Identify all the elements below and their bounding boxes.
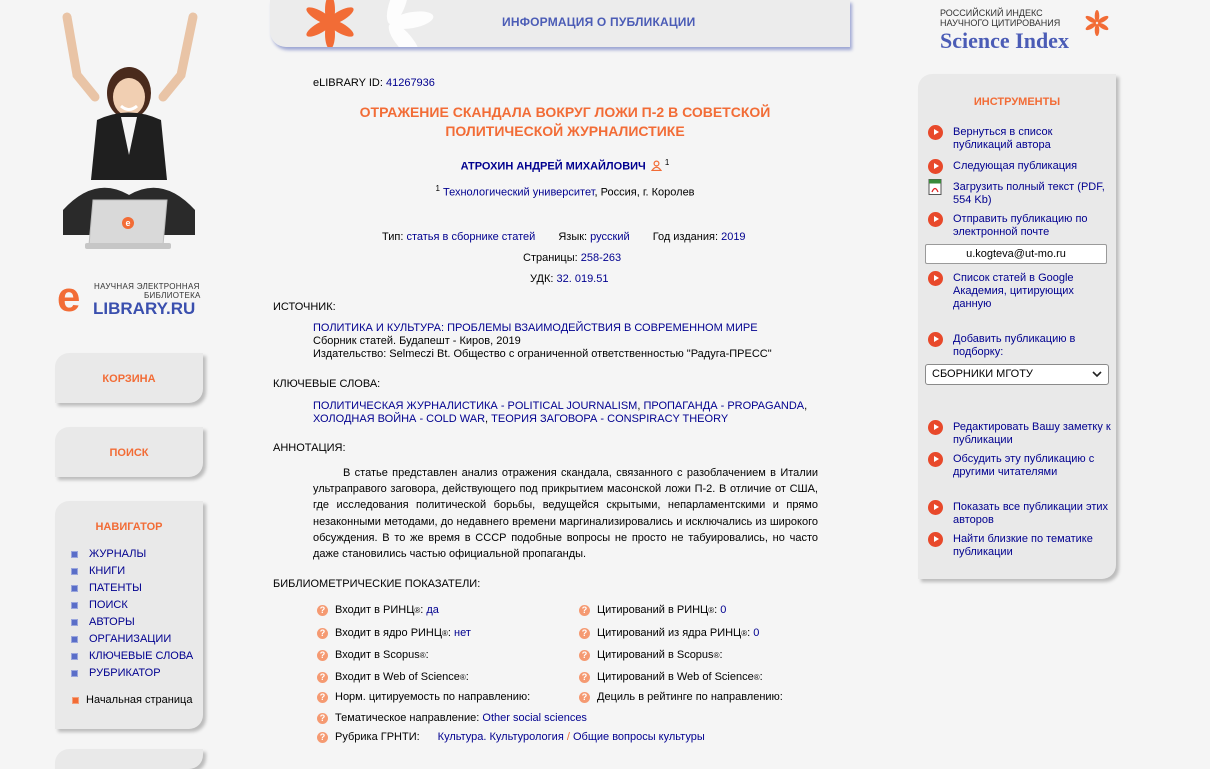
search-label: ПОИСК xyxy=(109,447,149,459)
reg-mark: ® xyxy=(442,628,448,638)
biblio-value[interactable]: 0 xyxy=(753,627,760,639)
tool-discuss[interactable] xyxy=(928,453,1103,479)
reg-mark: ® xyxy=(741,628,748,638)
annotation-text: В статье представлен анализ отражения скандала, связанного с разоблачением в Италии ультраправого заговора, действующего под прикрытием масонской ложи П-2. В отличие от США, где исследования политической борьбы, ведущейся скрытыми, непарламентскими и прямо незаконными методами, до недавнего времени маргинализировались и исключались из широкого обсуждения. В то же время в СССР подобные вопросы не просто не табуировались, но часто даже становились частью официальной пропаганды. xyxy=(313,467,818,561)
tool-find-similar[interactable] xyxy=(928,533,1111,559)
home-link[interactable] xyxy=(72,694,192,706)
pages-label: Страницы: xyxy=(523,252,578,264)
arrow-right-icon xyxy=(928,271,943,286)
tools-panel xyxy=(918,74,1116,579)
reg-mark: ® xyxy=(414,605,421,615)
elibrary-id xyxy=(313,77,435,89)
biblio-label: Входит в ядро РИНЦ xyxy=(335,627,443,639)
help-icon[interactable]: ? xyxy=(579,650,590,661)
affil-sup: 1 xyxy=(435,184,440,193)
help-icon[interactable]: ? xyxy=(317,713,328,724)
keyword-sep: , xyxy=(804,400,808,412)
tool-label: Найти близкие по тематике публикации xyxy=(953,533,1093,558)
bullet-icon xyxy=(71,568,78,575)
reg-mark: ® xyxy=(708,605,715,615)
biblio-row: ? Цитирований в Web of Science ® : xyxy=(579,671,763,683)
logo-line2: БИБЛИОТЕКА xyxy=(144,291,201,300)
nav-item-label: ПАТЕНТЫ xyxy=(89,582,142,594)
arrow-right-icon xyxy=(928,159,943,174)
cart-box[interactable] xyxy=(55,353,203,403)
help-icon[interactable]: ? xyxy=(317,650,328,661)
help-icon[interactable]: ? xyxy=(579,605,590,616)
bullet-icon xyxy=(71,670,78,677)
logo-brand: LIBRARY.RU xyxy=(93,299,196,318)
biblio-row: ? Цитирований в РИНЦ ® : 0 xyxy=(579,604,726,616)
keyword-sep: , xyxy=(637,400,641,412)
arrow-right-icon xyxy=(928,532,943,547)
author-row xyxy=(300,158,830,173)
nav-item-authors[interactable] xyxy=(71,616,135,628)
source-line3: Издательство: Selmeczi Bt. Общество с ограниченной ответственностью "Радуга-ПРЕСС" xyxy=(313,348,772,360)
meta-row xyxy=(382,231,746,243)
svg-text:e: e xyxy=(125,218,131,228)
keyword-sep: , xyxy=(485,413,489,425)
arrow-right-icon xyxy=(928,332,943,347)
biblio-row xyxy=(579,691,783,703)
bullet-icon xyxy=(71,602,78,609)
arrow-right-icon xyxy=(928,420,943,435)
tool-label: Показать все публикации этих авторов xyxy=(953,501,1109,526)
logo-e: e xyxy=(57,273,81,320)
source-title-link[interactable]: ПОЛИТИКА И КУЛЬТУРА: ПРОБЛЕМЫ ВЗАИМОДЕЙСТВИЯ В СОВРЕМЕННОМ МИРЕ xyxy=(313,322,758,334)
home-label: Начальная страница xyxy=(86,694,193,706)
si-flower-icon xyxy=(1084,10,1110,36)
help-icon[interactable]: ? xyxy=(579,692,590,703)
nav-item-search[interactable] xyxy=(71,599,128,611)
help-icon[interactable]: ? xyxy=(317,692,328,703)
help-icon[interactable]: ? xyxy=(579,628,590,639)
type-label: Тип: xyxy=(382,231,404,243)
navigator-box xyxy=(55,501,203,729)
header-banner xyxy=(270,0,850,47)
source-block xyxy=(313,322,772,361)
search-box[interactable] xyxy=(55,427,203,477)
biblio-label: Цитирований из ядра РИНЦ xyxy=(597,627,742,639)
collection-select-value: СБОРНИКИ МГОТУ xyxy=(932,368,1033,380)
help-icon[interactable]: ? xyxy=(317,732,328,743)
nav-item-rubricator[interactable] xyxy=(71,667,161,679)
bullet-icon xyxy=(71,585,78,592)
nav-item-patents[interactable] xyxy=(71,582,142,594)
tool-label: Загрузить полный текст (PDF, 554 Kb) xyxy=(953,181,1105,206)
udk-label: УДК: xyxy=(530,273,554,285)
keyword-link[interactable]: ПОЛИТИЧЕСКАЯ ЖУРНАЛИСТИКА - POLITICAL JOURNALISM xyxy=(313,400,638,412)
year-label: Год издания: xyxy=(652,231,719,243)
id-label: eLIBRARY ID: xyxy=(313,77,383,89)
si-line1: РОССИЙСКИЙ ИНДЕКС xyxy=(940,8,1043,18)
elibrary-logo[interactable] xyxy=(57,273,207,323)
year-value[interactable]: 2019 xyxy=(721,231,746,243)
biblio-value[interactable]: да xyxy=(426,604,439,616)
title-line2: ПОЛИТИЧЕСКОЙ ЖУРНАЛИСТИКЕ xyxy=(445,123,685,139)
collection-select[interactable] xyxy=(925,364,1109,385)
biblio-label: Норм. цитируемость по направлению: xyxy=(335,691,531,703)
affiliation-link[interactable]: Технологический университет xyxy=(442,186,595,199)
arrow-right-icon xyxy=(928,125,943,140)
flower-icon xyxy=(290,0,440,47)
affiliation-place: , Россия, г. Королев xyxy=(594,186,695,199)
title-line1: ОТРАЖЕНИЕ СКАНДАЛА ВОКРУГ ЛОЖИ П-2 В СОВЕТСКОЙ xyxy=(359,104,771,120)
bullet-icon xyxy=(71,619,78,626)
help-icon[interactable]: ? xyxy=(317,605,328,616)
pdf-icon xyxy=(928,179,943,195)
reg-mark: ® xyxy=(419,650,426,660)
logo-line1: НАУЧНАЯ ЭЛЕКТРОННАЯ xyxy=(94,282,200,291)
next-box xyxy=(55,749,203,769)
nav-item-label: ПОИСК xyxy=(89,599,128,611)
biblio-row: ? Цитирований из ядра РИНЦ ® : 0 xyxy=(579,627,759,639)
reg-mark: ® xyxy=(459,672,466,682)
pages-row xyxy=(523,252,621,264)
lang-label: Язык: xyxy=(558,231,588,243)
grnti-value-1[interactable]: Культура. Культурология xyxy=(437,731,564,743)
bullet-icon xyxy=(71,653,78,660)
thematic-value[interactable]: Other social sciences xyxy=(482,712,587,724)
user-icon xyxy=(651,160,662,171)
si-line2: НАУЧНОГО ЦИТИРОВАНИЯ xyxy=(940,18,1061,28)
cart-label: КОРЗИНА xyxy=(102,373,156,385)
pages-value: 258-263 xyxy=(580,252,622,264)
grnti-row xyxy=(317,731,705,743)
keyword-link[interactable]: ТЕОРИЯ ЗАГОВОРА - CONSPIRACY THEORY xyxy=(491,413,729,425)
biblio-label: Входит в Scopus xyxy=(335,649,420,661)
biblio-row xyxy=(317,691,530,703)
bibliometrics-heading: БИБЛИОМЕТРИЧЕСКИЕ ПОКАЗАТЕЛИ: xyxy=(273,578,481,590)
biblio-label: Цитирований в Web of Science xyxy=(597,671,754,683)
nav-item-books[interactable] xyxy=(71,565,125,577)
author-sup: 1 xyxy=(664,158,670,167)
author-name[interactable]: АТРОХИН АНДРЕЙ МИХАЙЛОВИЧ xyxy=(460,160,646,173)
biblio-label: Входит в Web of Science xyxy=(335,671,460,683)
tools-title: ИНСТРУМЕНТЫ xyxy=(973,96,1061,108)
tool-download-pdf[interactable] xyxy=(928,181,1111,207)
keyword-link[interactable]: ПРОПАГАНДА - PROPAGANDA xyxy=(643,400,805,412)
lang-value[interactable]: русский xyxy=(590,231,630,243)
tool-label: Список статей в Google Академия, цитирующих данную xyxy=(953,272,1074,310)
biblio-value[interactable]: нет xyxy=(454,627,471,639)
reg-mark: ® xyxy=(713,650,720,660)
tool-next-publication[interactable] xyxy=(928,160,1113,174)
tool-back-to-author-list[interactable] xyxy=(928,126,1103,152)
biblio-row: ? Входит в ядро РИНЦ ® : нет xyxy=(317,627,471,639)
bullet-icon xyxy=(72,697,79,704)
science-index-logo[interactable] xyxy=(940,8,1115,56)
biblio-label: Дециль в рейтинге по направлению: xyxy=(597,691,783,703)
tool-label: Редактировать Вашу заметку к публикации xyxy=(953,421,1111,446)
tool-label: Добавить публикацию в подборку: xyxy=(953,333,1076,358)
arrow-right-icon xyxy=(928,212,943,227)
tool-label: Отправить публикацию по электронной почте xyxy=(953,213,1088,238)
nav-item-label: АВТОРЫ xyxy=(89,616,135,628)
keyword-link[interactable]: ХОЛОДНАЯ ВОЙНА - COLD WAR xyxy=(313,413,486,425)
grnti-label: Рубрика ГРНТИ: xyxy=(335,731,420,743)
nav-item-label: ЖУРНАЛЫ xyxy=(89,548,147,560)
nav-item-label: КЛЮЧЕВЫЕ СЛОВА xyxy=(89,650,194,662)
tool-google-scholar[interactable] xyxy=(928,272,1083,311)
nav-item-label: РУБРИКАТОР xyxy=(89,667,161,679)
biblio-row: ? Входит в Web of Science ® : xyxy=(317,671,469,683)
udk-value: 32. 019.51 xyxy=(556,273,609,285)
tool-label: Вернуться в список публикаций автора xyxy=(953,126,1053,151)
si-brand: Science Index xyxy=(940,28,1069,53)
grnti-sep: / xyxy=(566,731,570,743)
tool-label: Следующая публикация xyxy=(953,160,1078,172)
keywords-heading: КЛЮЧЕВЫЕ СЛОВА: xyxy=(273,378,381,390)
nav-item-keywords[interactable] xyxy=(71,650,193,662)
help-icon[interactable]: ? xyxy=(317,672,328,683)
affiliation-row xyxy=(300,184,830,199)
udk-row xyxy=(530,273,608,285)
email-field[interactable]: u.kogteva@ut-mo.ru xyxy=(925,244,1107,264)
keywords-block xyxy=(313,400,807,426)
nav-item-label: ОРГАНИЗАЦИИ xyxy=(89,633,172,645)
publication-title xyxy=(300,103,830,141)
nav-item-journals[interactable] xyxy=(71,548,146,560)
nav-item-label: КНИГИ xyxy=(89,565,126,577)
tool-edit-note[interactable] xyxy=(928,421,1111,447)
reg-mark: ® xyxy=(753,672,760,682)
navigator-title: НАВИГАТОР xyxy=(95,521,163,533)
biblio-label: Входит в РИНЦ xyxy=(335,604,415,616)
type-value[interactable]: статья в сборнике статей xyxy=(406,231,536,243)
tool-show-author-publications[interactable] xyxy=(928,501,1111,527)
arrow-right-icon xyxy=(928,452,943,467)
hero-illustration xyxy=(55,5,203,255)
source-heading: ИСТОЧНИК: xyxy=(273,301,336,313)
help-icon[interactable]: ? xyxy=(579,672,590,683)
tool-add-to-collection[interactable] xyxy=(928,333,1083,359)
thematic-label: Тематическое направление: xyxy=(335,712,480,724)
nav-item-organizations[interactable] xyxy=(71,633,171,645)
annotation-heading: АННОТАЦИЯ: xyxy=(273,442,346,454)
tool-send-email[interactable] xyxy=(928,213,1103,239)
thematic-row xyxy=(317,712,587,724)
id-value[interactable]: 41267936 xyxy=(385,77,435,89)
biblio-label: Цитирований в РИНЦ xyxy=(597,604,709,616)
source-line2: Сборник статей. Будапешт - Киров, 2019 xyxy=(313,335,521,347)
page-title: ИНФОРМАЦИЯ О ПУБЛИКАЦИИ xyxy=(502,15,696,29)
grnti-value-2[interactable]: Общие вопросы культуры xyxy=(572,731,705,743)
biblio-label: Цитирований в Scopus xyxy=(597,649,714,661)
tool-label: Обсудить эту публикацию с другими читателями xyxy=(953,453,1095,478)
chevron-down-icon xyxy=(1092,371,1102,378)
biblio-row: ? Входит в Scopus ® : xyxy=(317,649,429,661)
bullet-icon xyxy=(71,551,78,558)
bullet-icon xyxy=(71,636,78,643)
biblio-value[interactable]: 0 xyxy=(720,604,727,616)
arrow-right-icon xyxy=(928,500,943,515)
biblio-row: ? Входит в РИНЦ ® : да xyxy=(317,604,439,616)
biblio-row: ? Цитирований в Scopus ® : xyxy=(579,649,723,661)
help-icon[interactable]: ? xyxy=(317,628,328,639)
